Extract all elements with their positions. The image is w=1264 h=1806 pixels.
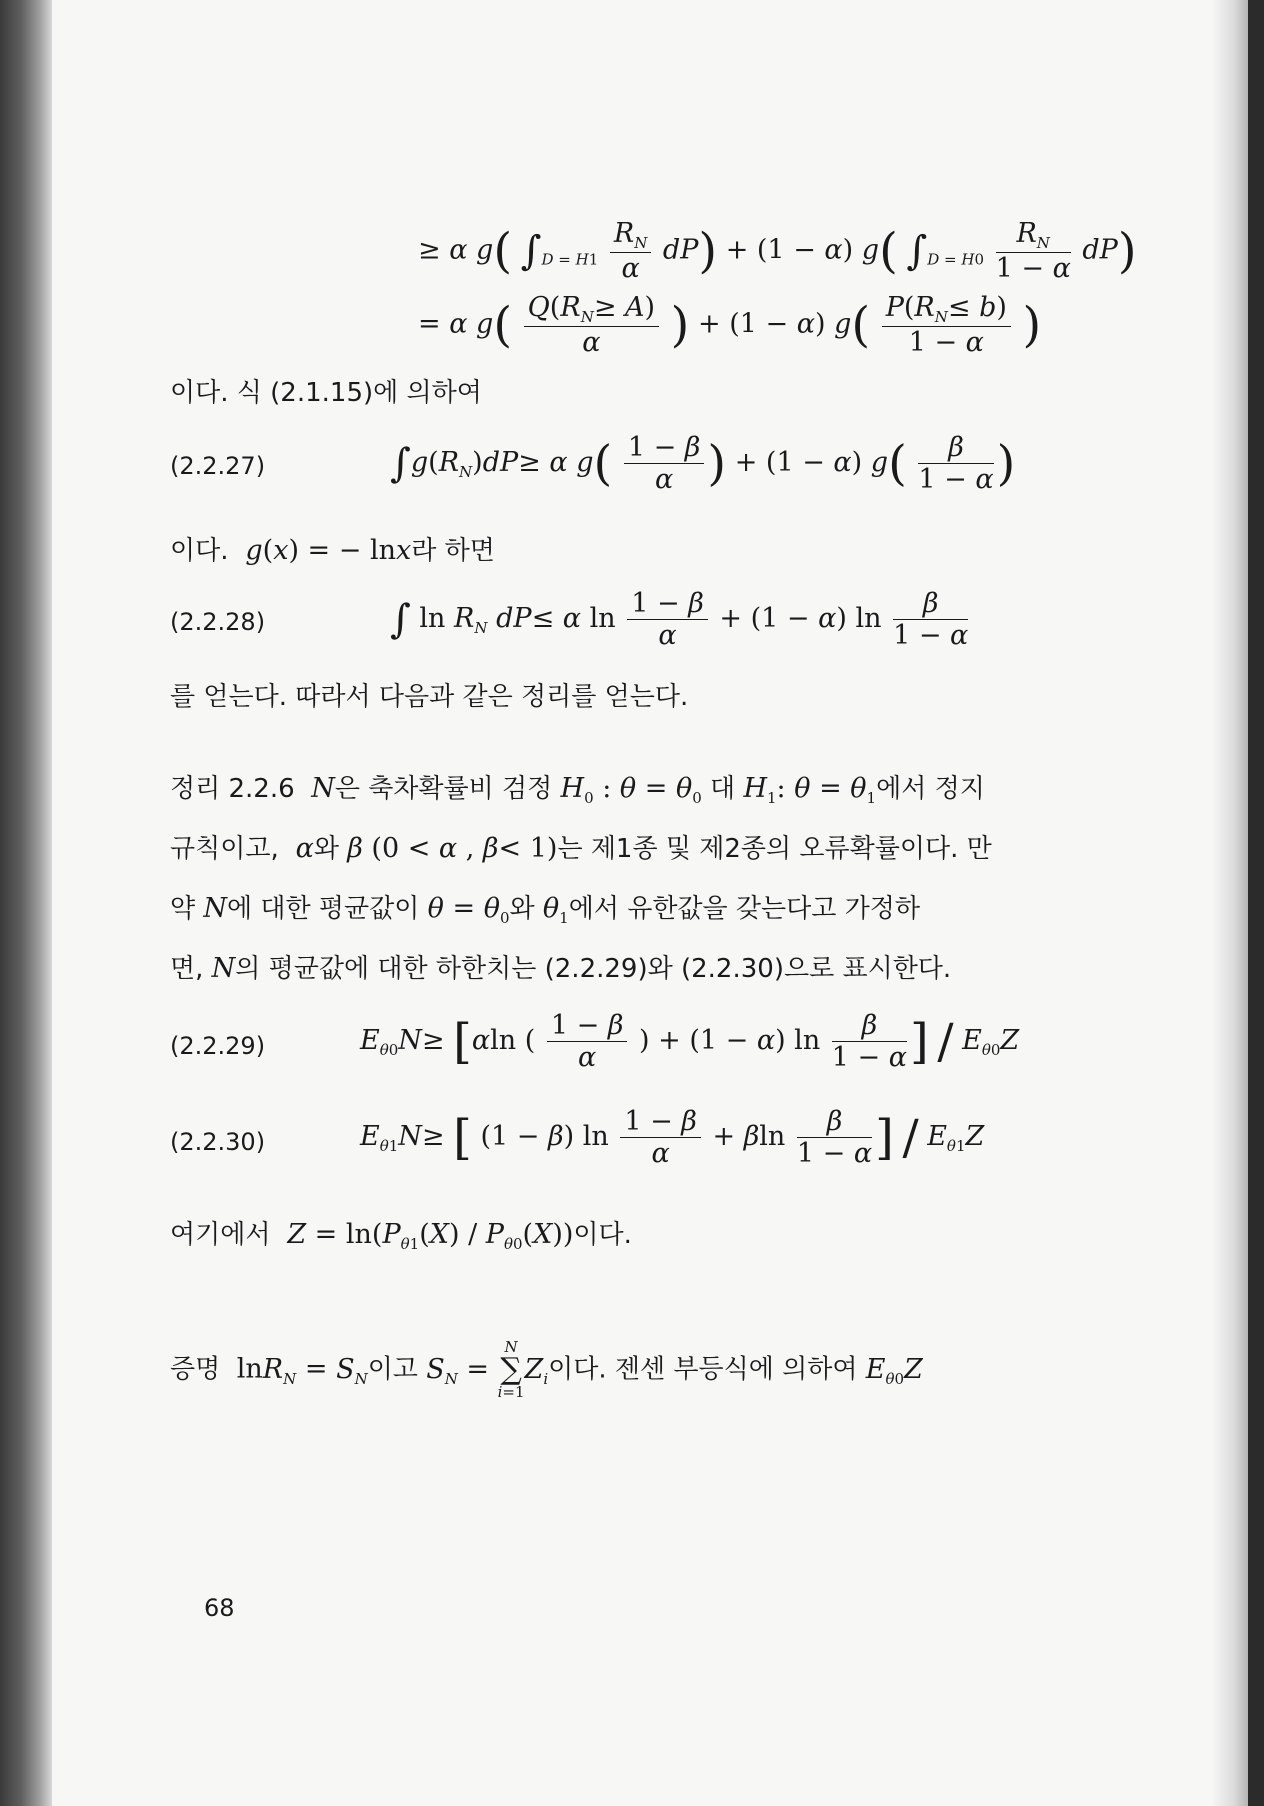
proof-label: 증명 [170,1354,221,1385]
page-edge-shadow [1212,0,1248,1806]
equation-number-30: (2.2.30) [170,1128,266,1156]
equation-2-2-29: $E_{\theta 0}N\ge [\alpha\ln$ ( $\frac{1 - \beta}{\alpha}$ ) + (1 − α) ln $\frac{\beta}{1 - \alpha}$ ] / $E_{\theta 0}Z$ [360,1010,1020,1074]
book-spine-shadow [0,0,52,1806]
book-page [52,0,1248,1806]
equation-2-2-30: $E_{\theta 1}N\ge$ [ (1 − β) ln $\frac{1 - \beta}{\alpha}$ + βln $\frac{\beta}{1 - \alpha}$ ] / $E_{\theta 1}Z$ [360,1106,985,1170]
equation-2-2-28: ∫ $\ln R_N$ dP≤ α ln $\frac{1 - \beta}{\alpha}$ + (1 − α) ln $\frac{\beta}{1 - \alpha}$ [390,588,969,652]
theorem-line-2: 규칙이고, α와 β (0 < α , β< 1)는 제1종 및 제2종의 오류확률이다. 만 [170,833,992,864]
theorem-line-4: 면, N의 평균값에 대한 하한치는 (2.2.29)와 (2.2.30)으로 표시한다. [170,953,952,984]
equation-line-geq: ≥ α g( $\int_{D = H1}$ $\frac{R_N}{\alpha}$ dP) + (1 − α) g( $\int_{D = H0}$ $\frac{R_N}{1 - \alpha}$ dP) [418,218,1137,285]
equation-number-29: (2.2.29) [170,1032,266,1060]
theorem-label: 정리 2.2.6 [170,774,295,804]
page-number: 68 [204,1594,235,1622]
equation-number-27: (2.2.27) [170,452,266,480]
text-intro-2: 이다. g(x) = − lnx라 하면 [170,535,495,566]
equation-number-28: (2.2.28) [170,608,266,636]
proof-line: 증명 $\ln R_N = S_N$이고 $S_N$ = N ∑ i=1 $Z_i$이다. 젠센 부등식에 의하여 $E_{\theta 0}Z$ [170,1338,923,1401]
text-result: 를 얻는다. 따라서 다음과 같은 정리를 얻는다. [170,682,689,712]
equation-2-2-27: $\int g(R_N)dP\ge \alpha$ g( $\frac{1 - \beta}{\alpha}$ ) + (1 − α) g( $\frac{\beta}{1 - \alpha}$ ) [390,432,1016,496]
equation-line-eq: = α g( $\frac{Q(R_N\ge A)}{\alpha}$ ) + (1 − α) g( $\frac{P(R_N\le b)}{1 - \alpha}$ ) [418,292,1042,359]
text-intro-1: 이다. 식 (2.1.15)에 의하여 [170,378,482,408]
theorem-line-1: 정리 2.2.6 N은 축차확률비 검정 $H_0$ : $\theta = \theta_0$ 대 $H_1$: $\theta = \theta_1$에서 정지 [170,773,985,807]
theorem-line-3: 약 N에 대한 평균값이 $\theta = \theta_0$와 $\theta_1$에서 유한값을 갖는다고 가정하 [170,893,921,927]
text-where: 여기에서 $Z = \ln(P_{\theta 1}(X) / P_{\theta 0}(X))$이다. [170,1219,632,1253]
